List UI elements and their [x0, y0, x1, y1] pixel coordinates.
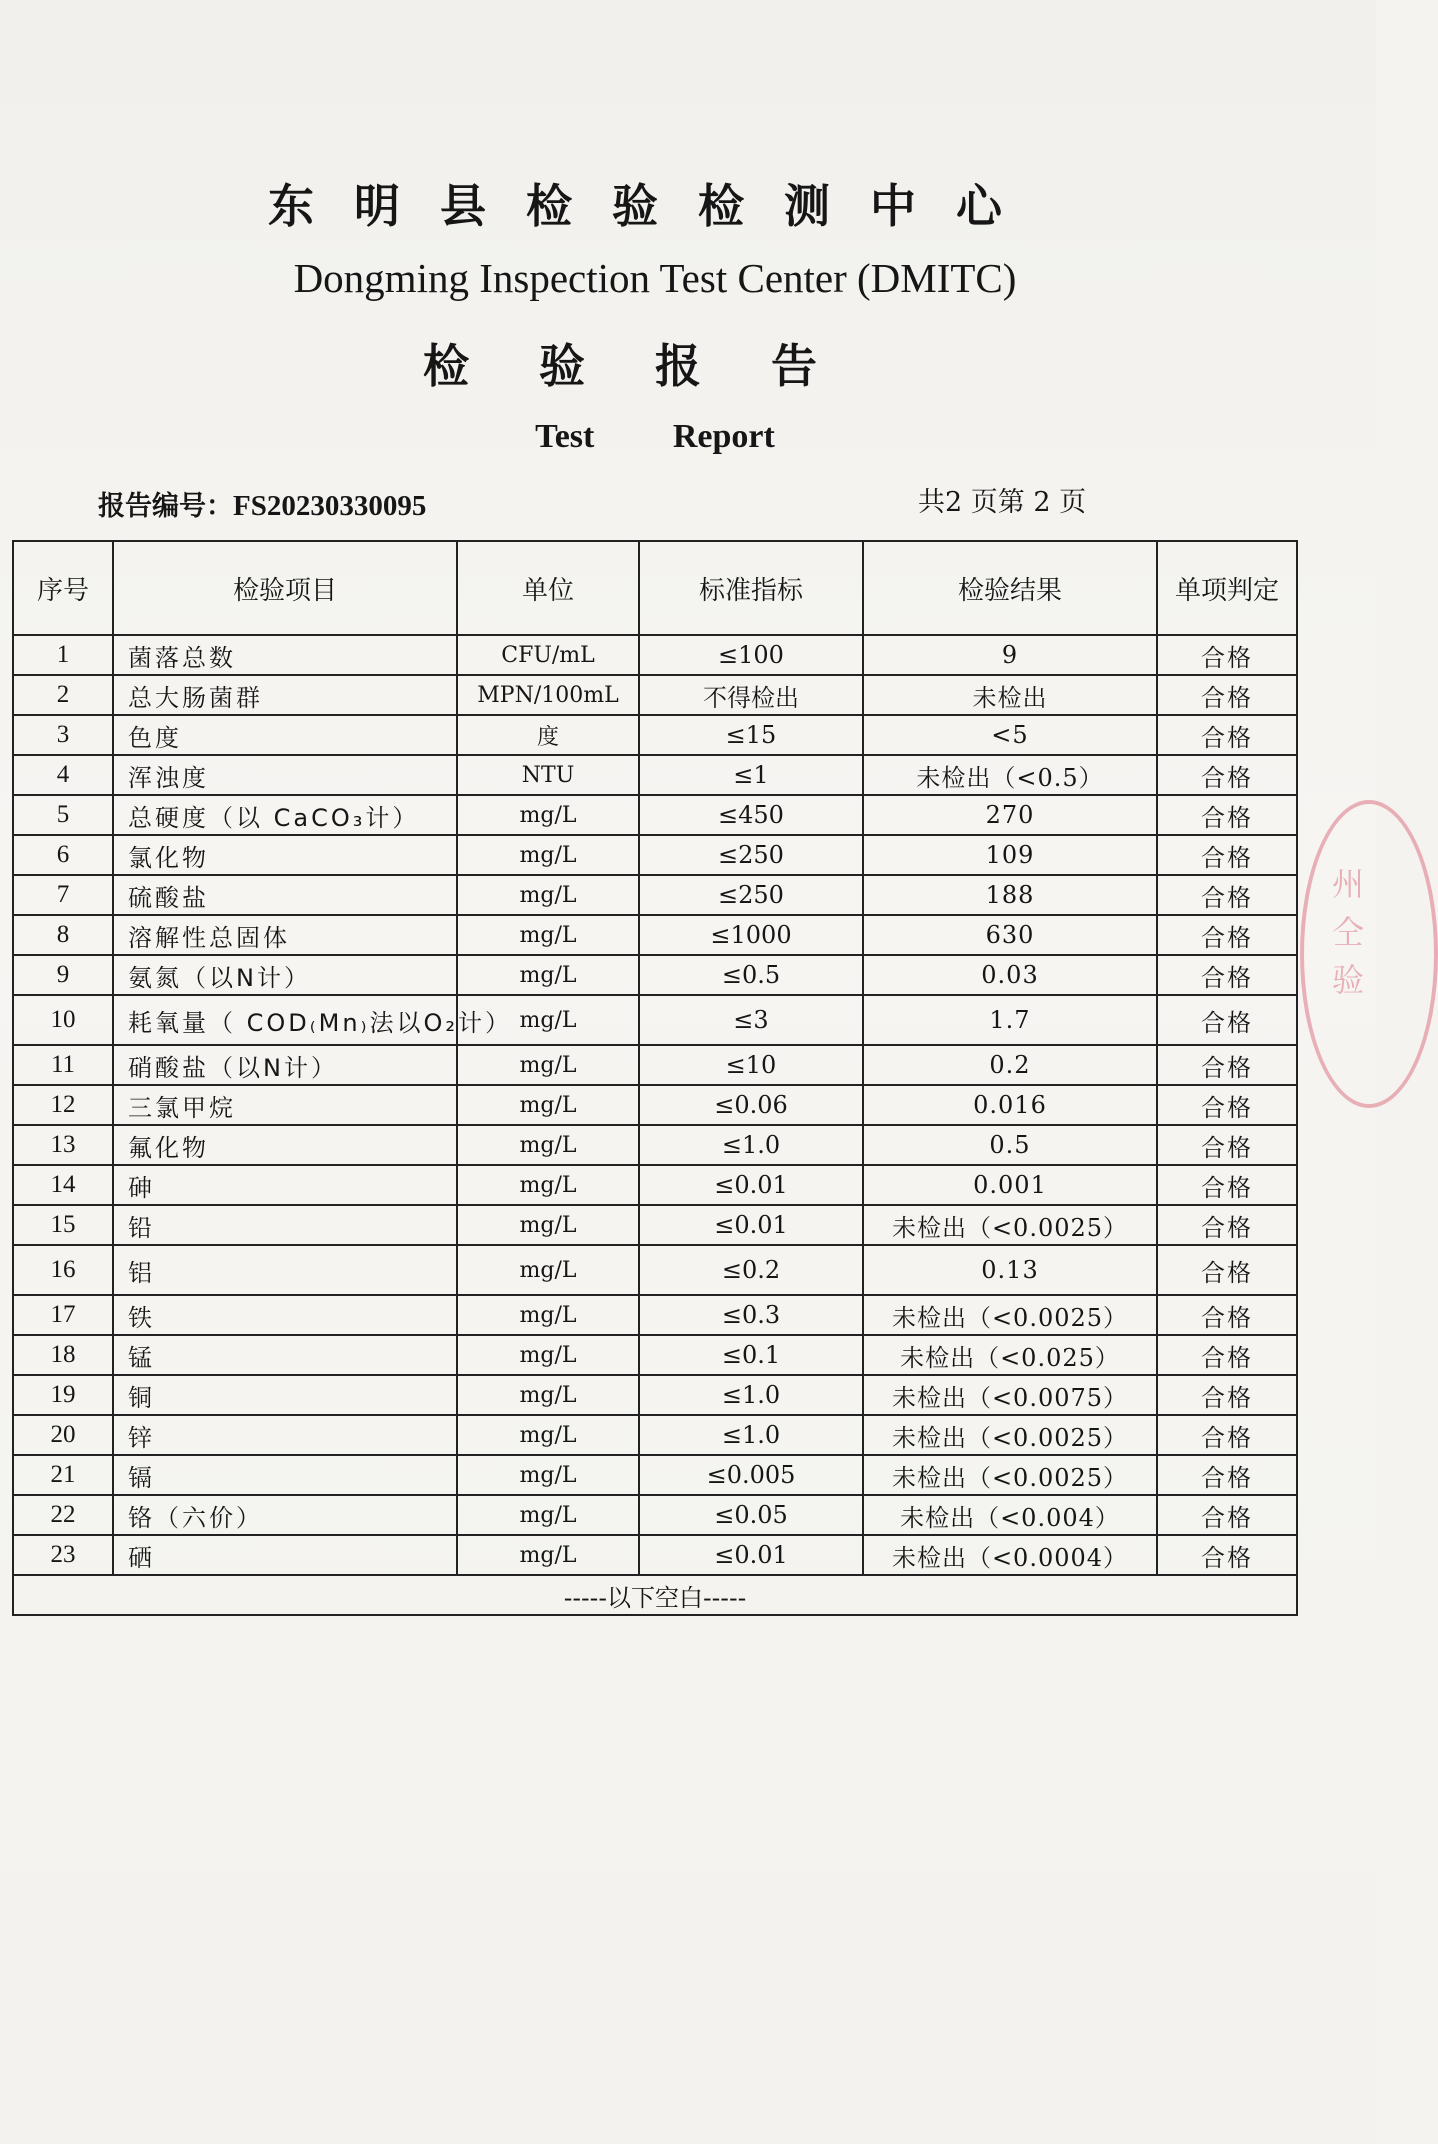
row-index: 11: [13, 1045, 113, 1085]
standard-limit: ≤1: [639, 755, 863, 795]
test-item: 浑浊度: [113, 755, 457, 795]
table-row: [13, 875, 1297, 915]
unit: mg/L: [457, 1295, 639, 1335]
test-result: 未检出（<0.0025）: [863, 1415, 1157, 1455]
report-number: [98, 484, 426, 523]
table-row: [13, 835, 1297, 875]
unit: mg/L: [457, 795, 639, 835]
row-index: 23: [13, 1535, 113, 1575]
column-header-standard: 标准指标: [639, 541, 863, 635]
row-index: 4: [13, 755, 113, 795]
unit: NTU: [457, 755, 639, 795]
test-result: 未检出（<0.0025）: [863, 1205, 1157, 1245]
judgement: 合格: [1157, 1165, 1297, 1205]
row-index: 3: [13, 715, 113, 755]
judgement: 合格: [1157, 995, 1297, 1045]
standard-limit: ≤15: [639, 715, 863, 755]
standard-limit: ≤1.0: [639, 1415, 863, 1455]
test-result: 0.2: [863, 1045, 1157, 1085]
official-seal-text: 州仝验: [1331, 865, 1364, 999]
test-result: 188: [863, 875, 1157, 915]
row-index: 19: [13, 1375, 113, 1415]
table-row: [13, 1535, 1297, 1575]
row-index: 9: [13, 955, 113, 995]
judgement: 合格: [1157, 715, 1297, 755]
column-header-judgement: 单项判定: [1157, 541, 1297, 635]
unit: mg/L: [457, 915, 639, 955]
test-result: 0.03: [863, 955, 1157, 995]
judgement: 合格: [1157, 955, 1297, 995]
column-header-item: 检验项目: [113, 541, 457, 635]
row-index: 14: [13, 1165, 113, 1205]
unit: mg/L: [457, 875, 639, 915]
report-number-label: 报告编号：: [98, 491, 233, 522]
test-result: 未检出（<0.0025）: [863, 1455, 1157, 1495]
judgement: 合格: [1157, 835, 1297, 875]
test-item: 铜: [113, 1375, 457, 1415]
test-item: 铬（六价）: [113, 1495, 457, 1535]
test-item: 溶解性总固体: [113, 915, 457, 955]
judgement: 合格: [1157, 1495, 1297, 1535]
judgement: 合格: [1157, 1085, 1297, 1125]
test-item: 氨氮（以N计）: [113, 955, 457, 995]
test-item: 色度: [113, 715, 457, 755]
row-index: 6: [13, 835, 113, 875]
unit: MPN/100mL: [457, 675, 639, 715]
test-result: 9: [863, 635, 1157, 675]
test-item: 硝酸盐（以N计）: [113, 1045, 457, 1085]
standard-limit: ≤0.05: [639, 1495, 863, 1535]
unit: mg/L: [457, 955, 639, 995]
table-row: [13, 1085, 1297, 1125]
test-result: 未检出: [863, 675, 1157, 715]
table-row: [13, 1245, 1297, 1295]
test-result: 未检出（<0.0075）: [863, 1375, 1157, 1415]
judgement: 合格: [1157, 915, 1297, 955]
center-title-cn: 东明县检验检测中心: [268, 179, 1042, 233]
table-header-row: [13, 541, 1297, 635]
standard-limit: ≤100: [639, 635, 863, 675]
judgement: 合格: [1157, 1535, 1297, 1575]
test-item: 总大肠菌群: [113, 675, 457, 715]
row-index: 1: [13, 635, 113, 675]
standard-limit: ≤0.1: [639, 1335, 863, 1375]
test-result: 未检出（<0.0025）: [863, 1295, 1157, 1335]
row-index: 18: [13, 1335, 113, 1375]
test-item: 铝: [113, 1245, 457, 1295]
table-row: [13, 1375, 1297, 1415]
table-footer-row: [13, 1575, 1297, 1615]
test-result: 0.5: [863, 1125, 1157, 1165]
standard-limit: 不得检出: [639, 675, 863, 715]
row-index: 12: [13, 1085, 113, 1125]
judgement: 合格: [1157, 1045, 1297, 1085]
table-row: [13, 1205, 1297, 1245]
judgement: 合格: [1157, 675, 1297, 715]
table-row: [13, 1415, 1297, 1455]
test-result: 未检出（<0.0004）: [863, 1535, 1157, 1575]
judgement: 合格: [1157, 1415, 1297, 1455]
unit: mg/L: [457, 1335, 639, 1375]
judgement: 合格: [1157, 635, 1297, 675]
unit: mg/L: [457, 1535, 639, 1575]
test-result: 0.016: [863, 1085, 1157, 1125]
unit: mg/L: [457, 995, 639, 1045]
standard-limit: ≤0.5: [639, 955, 863, 995]
unit: mg/L: [457, 1125, 639, 1165]
judgement: 合格: [1157, 1125, 1297, 1165]
judgement: 合格: [1157, 1295, 1297, 1335]
unit: mg/L: [457, 1085, 639, 1125]
row-index: 17: [13, 1295, 113, 1335]
test-item: 砷: [113, 1165, 457, 1205]
table-row: [13, 755, 1297, 795]
table-row: [13, 915, 1297, 955]
unit: mg/L: [457, 1495, 639, 1535]
test-result: 270: [863, 795, 1157, 835]
report-title-en: Test Report: [535, 418, 775, 455]
test-item: 铁: [113, 1295, 457, 1335]
test-item: 菌落总数: [113, 635, 457, 675]
test-item: 镉: [113, 1455, 457, 1495]
standard-limit: ≤10: [639, 1045, 863, 1085]
table-row: [13, 1495, 1297, 1535]
standard-limit: ≤0.2: [639, 1245, 863, 1295]
column-header-result: 检验结果: [863, 541, 1157, 635]
judgement: 合格: [1157, 1375, 1297, 1415]
row-index: 10: [13, 995, 113, 1045]
judgement: 合格: [1157, 1245, 1297, 1295]
test-item: 硫酸盐: [113, 875, 457, 915]
table-row: [13, 1165, 1297, 1205]
report-title-cn: 检验报告: [423, 339, 887, 393]
blank-below-note: -----以下空白-----: [13, 1575, 1297, 1615]
judgement: 合格: [1157, 1205, 1297, 1245]
unit: 度: [457, 715, 639, 755]
unit: mg/L: [457, 1205, 639, 1245]
unit: mg/L: [457, 1045, 639, 1085]
table-row: [13, 715, 1297, 755]
column-header-unit: 单位: [457, 541, 639, 635]
test-item: 耗氧量（ COD₍Mn₎法以O₂计）: [113, 995, 457, 1045]
row-index: 8: [13, 915, 113, 955]
page-count: 共2 页第 2 页: [918, 487, 1087, 518]
table-row: [13, 955, 1297, 995]
standard-limit: ≤0.005: [639, 1455, 863, 1495]
row-index: 15: [13, 1205, 113, 1245]
unit: mg/L: [457, 1415, 639, 1455]
table-row: [13, 1335, 1297, 1375]
table-row: [13, 675, 1297, 715]
row-index: 2: [13, 675, 113, 715]
table-row: [13, 1455, 1297, 1495]
test-result: 1.7: [863, 995, 1157, 1045]
row-index: 21: [13, 1455, 113, 1495]
row-index: 7: [13, 875, 113, 915]
center-title-en: Dongming Inspection Test Center (DMITC): [293, 255, 1017, 301]
row-index: 20: [13, 1415, 113, 1455]
unit: mg/L: [457, 1165, 639, 1205]
results-table: [12, 540, 1298, 1616]
table-row: [13, 1125, 1297, 1165]
test-item: 锌: [113, 1415, 457, 1455]
row-index: 16: [13, 1245, 113, 1295]
standard-limit: ≤250: [639, 835, 863, 875]
standard-limit: ≤1.0: [639, 1125, 863, 1165]
unit: mg/L: [457, 1375, 639, 1415]
judgement: 合格: [1157, 795, 1297, 835]
column-header-index: 序号: [13, 541, 113, 635]
unit: mg/L: [457, 1455, 639, 1495]
judgement: 合格: [1157, 1455, 1297, 1495]
judgement: 合格: [1157, 875, 1297, 915]
test-result: 630: [863, 915, 1157, 955]
table-row: [13, 1045, 1297, 1085]
test-item: 氟化物: [113, 1125, 457, 1165]
report-number-value: FS20230330095: [233, 490, 427, 522]
row-index: 13: [13, 1125, 113, 1165]
test-result: 未检出（<0.025）: [863, 1335, 1157, 1375]
test-item: 三氯甲烷: [113, 1085, 457, 1125]
test-result: 未检出（<0.5）: [863, 755, 1157, 795]
test-item: 总硬度（以 CaCO₃计）: [113, 795, 457, 835]
table-row: [13, 1295, 1297, 1335]
table-row: [13, 995, 1297, 1045]
test-item: 硒: [113, 1535, 457, 1575]
row-index: 22: [13, 1495, 113, 1535]
judgement: 合格: [1157, 1335, 1297, 1375]
test-result: <5: [863, 715, 1157, 755]
table-body: [13, 635, 1297, 1575]
test-item: 锰: [113, 1335, 457, 1375]
standard-limit: ≤0.06: [639, 1085, 863, 1125]
test-item: 氯化物: [113, 835, 457, 875]
standard-limit: ≤3: [639, 995, 863, 1045]
standard-limit: ≤1.0: [639, 1375, 863, 1415]
test-result: 109: [863, 835, 1157, 875]
standard-limit: ≤1000: [639, 915, 863, 955]
unit: mg/L: [457, 835, 639, 875]
standard-limit: ≤0.01: [639, 1165, 863, 1205]
table-row: [13, 635, 1297, 675]
test-result: 0.001: [863, 1165, 1157, 1205]
test-result: 0.13: [863, 1245, 1157, 1295]
standard-limit: ≤0.01: [639, 1205, 863, 1245]
unit: CFU/mL: [457, 635, 639, 675]
test-item: 铅: [113, 1205, 457, 1245]
standard-limit: ≤0.3: [639, 1295, 863, 1335]
row-index: 5: [13, 795, 113, 835]
judgement: 合格: [1157, 755, 1297, 795]
test-result: 未检出（<0.004）: [863, 1495, 1157, 1535]
standard-limit: ≤250: [639, 875, 863, 915]
standard-limit: ≤450: [639, 795, 863, 835]
standard-limit: ≤0.01: [639, 1535, 863, 1575]
unit: mg/L: [457, 1245, 639, 1295]
table-row: [13, 795, 1297, 835]
